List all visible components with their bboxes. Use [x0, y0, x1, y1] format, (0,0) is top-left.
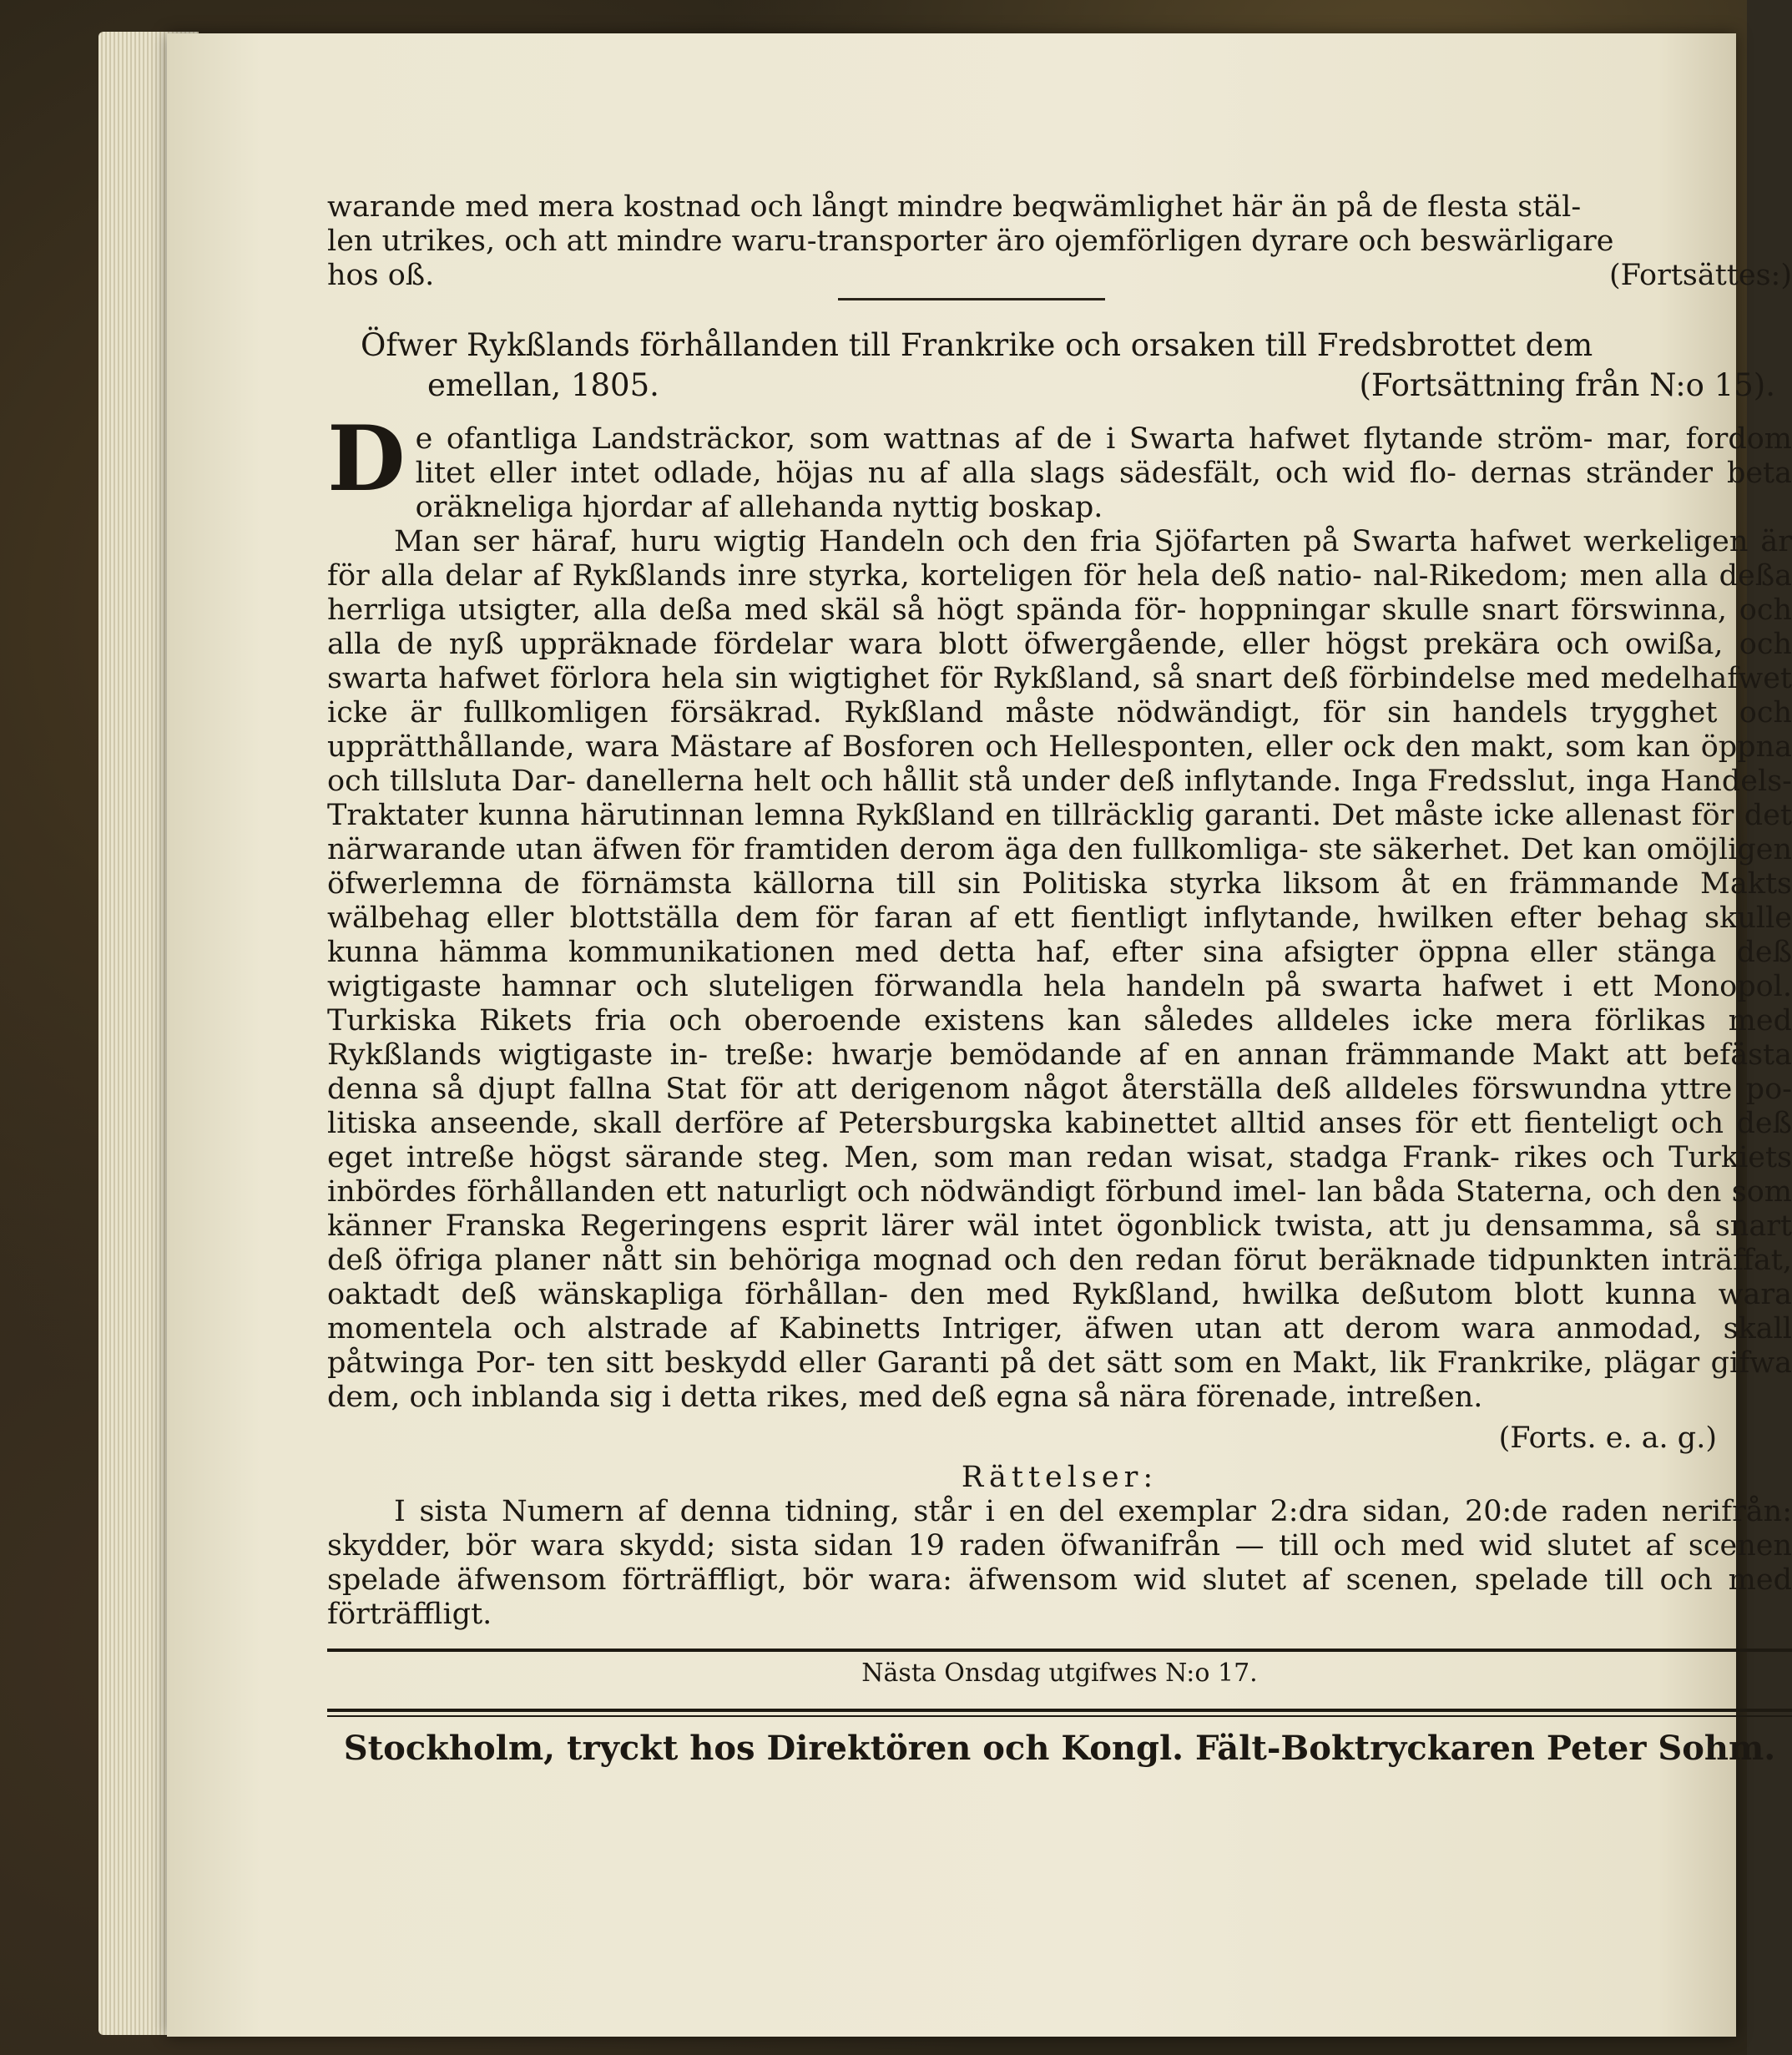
printer-imprint: Stockholm, tryckt hos Direktören och Kongl. Fält-Boktryckaren Peter Sohm. — [343, 1729, 1776, 1768]
article-continuation: (Forts. e. a. g.) — [1498, 1421, 1717, 1455]
page-content — [327, 190, 1792, 1774]
paragraph-text: e ofantliga Landsträckor, som wattnas af de i Swarta hafwet flytande ström- mar, fordom litet eller intet odlade, höjas nu af alla slags sädesfält, och wid flo- dernas stränder beta oräkneliga hjordar af allehanda nyttig boskap. — [415, 422, 1792, 524]
footer-rule-top — [327, 1649, 1792, 1652]
article-title-year: emellan, 1805. — [427, 367, 659, 403]
footer-rule-bottom — [327, 1709, 1792, 1712]
article-continuation-source: (Fortsättning från N:o 15). — [1359, 367, 1775, 403]
top-line: len utrikes, och att mindre waru-transporter äro ojemförligen dyrare och beswärligare — [327, 225, 1614, 258]
footer-rule-bottom-thin — [327, 1715, 1792, 1717]
article-paragraph-1 — [327, 406, 1792, 525]
newspaper-page — [167, 33, 1792, 2037]
next-issue-note: Nästa Onsdag utgifwes N:o 17. — [861, 1659, 1258, 1688]
article-title-line1: Öfwer Rykßlands förhållanden till Frankrike och orsaken till Fredsbrottet dem — [361, 327, 1593, 363]
corrections-heading: Rättelser: — [961, 1461, 1158, 1494]
drop-cap: D — [327, 406, 406, 512]
continued-note: (Fortsättes:) — [1609, 259, 1792, 292]
section-divider — [838, 298, 1105, 300]
top-last-left: hos oß. — [327, 259, 435, 292]
corrections-text: I sista Numern af denna tidning, står i en del exemplar 2:dra sidan, 20:de raden nerifrån: skydder, bör wara skydd; sista sidan 19 raden öfwanifrån — till och med wid slutet af scenen spelade äfwensom förträffligt, bör wara: äfwensom wid slutet af scenen, spelade till och med förträffligt. — [327, 1495, 1792, 1631]
top-last-line — [327, 259, 1792, 293]
article-paragraph-2: Man ser häraf, huru wigtig Handeln och den fria Sjöfarten på Swarta hafwet werkeligen är för alla delar af Rykßlands inre styrka, korteligen för hela deß natio- nal-Rikedom; men alla deßa herrliga utsigter, alla deßa med skäl så högt spända för- hoppningar skulle snart förswinna, och alla de nyß uppräknade fördelar wara blott öfwergående, eller högst prekära och owißa, och swarta hafwet förlora hela sin wigtighet för Rykßland, så snart deß förbindelse med medelhafwet icke är fullkomligen försäkrad. Rykßland måste nödwändigt, för sin handels trygghet och upprätthållande, wara Mästare af Bosforen och Hellesponten, eller ock den makt, som kan öppna och tillsluta Dar- danellerna helt och hållit stå under deß inflytande. Inga Fredsslut, inga Handels- Traktater kunna härutinnan lemna Rykßland en tillräcklig garanti. Det måste icke allenast för det närwarande utan äfwen för framtiden derom äga den fullkomliga- ste säkerhet. Det kan omöjligen öfwerlemna de förnämsta källorna till sin Politiska styrka liksom åt en främmande Makts wälbehag eller blottställa dem för faran af ett fientligt inflytande, hwilken efter behag skulle kunna hämma kommunikationen med detta haf, efter sina afsigter öppna eller stänga deß wigtigaste hamnar och sluteligen förwandla hela handeln på swarta hafwet i ett Monopol. Turkiska Rikets fria och oberoende existens kan således alldeles icke mera förlikas med Rykßlands wigtigaste in- treße: hwarje bemödande af en annan främmande Makt att befästa denna så djupt fallna Stat för att derigenom något återställa deß alldeles förswundna yttre po- litiska anseende, skall derföre af Petersburgska kabinettet alltid anses för ett fienteligt och deß eget intreße högst särande steg. Men, som man redan wisat, stadga Frank- rikes och Turkiets inbördes förhållanden ett naturligt och nödwändigt förbund imel- lan båda Staterna, och den som känner Franska Regeringens esprit lärer wäl intet ögonblick twista, att ju densamma, så snart deß öfriga planer nått sin behöriga mognad och den redan förut beräknade tidpunkten inträffat, oaktadt deß wänskapliga förhållan- den med Rykßland, hwilka deßutom blott kunna wara momentela och alstrade af Kabinetts Intriger, äfwen utan att derom wara anmodad, skall påtwinga Por- ten sitt beskydd eller Garanti på det sätt som en Makt, lik Frankrike, plägar gifwa dem, och inblanda sig i detta rikes, med deß egna så nära förenade, intreßen. — [327, 525, 1792, 1414]
article-title-line2 — [361, 366, 1792, 406]
top-line: warande med mera kostnad och långt mindre beqwämlighet här än på de flesta stäl- — [327, 190, 1582, 224]
article-title — [361, 326, 1792, 406]
